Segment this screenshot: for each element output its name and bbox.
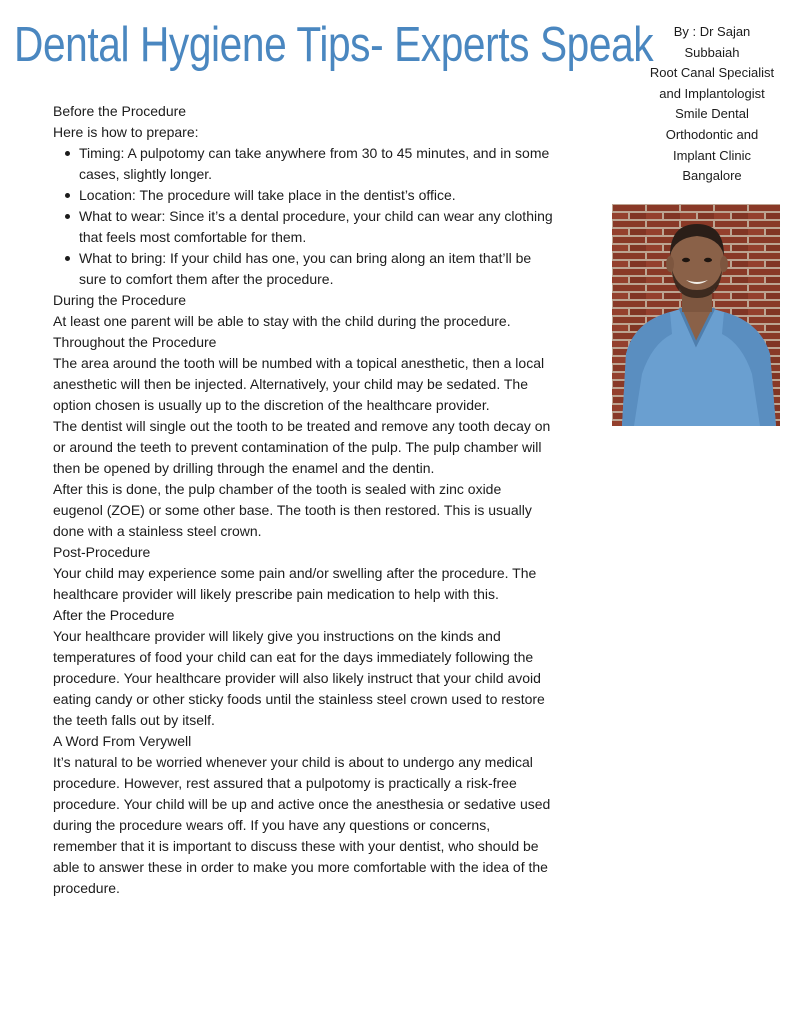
list-item: Timing: A pulpotomy can take anywhere from 30 to 45 minutes, and in some cases, slightly longer. bbox=[79, 143, 553, 185]
section-heading: Throughout the Procedure bbox=[53, 334, 217, 350]
list-item: What to wear: Since it’s a dental procedure, your child can wear any clothing that feels most comfortable for them. bbox=[79, 206, 553, 248]
dentist-portrait-icon bbox=[612, 204, 780, 426]
author-line: Bangalore bbox=[682, 168, 742, 184]
paragraph: Your healthcare provider will likely give you instructions on the kinds and temperatures of food your child can eat for the days immediately following the procedure. Your healthcare provider will also likely instruct that your child avoid eating candy or other sticky foods until the stainless steel crown used to restore the teeth falls out by itself. bbox=[53, 628, 545, 728]
author-line: Root Canal Specialist bbox=[649, 65, 775, 81]
section-heading: A Word From Verywell bbox=[53, 733, 192, 749]
paragraph: At least one parent will be able to stay with the child during the procedure. bbox=[53, 313, 511, 329]
paragraph: Your child may experience some pain and/or swelling after the procedure. The healthcare provider will likely prescribe pain medication to help with this. bbox=[53, 565, 537, 602]
paragraph: The dentist will single out the tooth to be treated and remove any tooth decay on or around the teeth to prevent contamination of the pulp. The pulp chamber will then be opened by drilling through the enamel and the dentin. bbox=[53, 418, 551, 476]
author-line: Smile Dental bbox=[675, 106, 749, 122]
paragraph: Here is how to prepare: bbox=[53, 124, 199, 140]
author-line: By : Dr Sajan bbox=[673, 24, 751, 39]
section-heading: Post-Procedure bbox=[53, 544, 151, 560]
article-body bbox=[53, 101, 553, 899]
section-heading: After the Procedure bbox=[53, 607, 175, 623]
section-heading: Before the Procedure bbox=[53, 103, 187, 119]
list-item: What to bring: If your child has one, you can bring along an item that’ll be sure to comfort them after the procedure. bbox=[79, 248, 553, 290]
dentist-portrait-photo bbox=[612, 204, 780, 426]
preparation-list bbox=[53, 143, 553, 290]
author-line: Subbaiah bbox=[684, 44, 740, 60]
paragraph: It’s natural to be worried whenever your child is about to undergo any medical procedure. However, rest assured that a pulpotomy is practically a risk-free procedure. Your child will be up and active once the anesthesia or sedative used during the procedure wears off. If you have any questions or concerns, remember that it is important to discuss these with your dentist, who should be able to answer these in order to make you more comfortable with the idea of the procedure. bbox=[53, 754, 551, 896]
author-line: Orthodontic and bbox=[665, 126, 759, 142]
section-heading: During the Procedure bbox=[53, 292, 187, 308]
author-line: and Implantologist bbox=[659, 85, 765, 101]
paragraph: After this is done, the pulp chamber of the tooth is sealed with zinc oxide eugenol (ZOE) or some other base. The tooth is then restored. This is usually done with a stainless steel crown. bbox=[53, 481, 532, 539]
author-info bbox=[638, 22, 786, 187]
page-title: Dental Hygiene Tips- Experts Speak bbox=[14, 18, 654, 72]
list-item: Location: The procedure will take place in the dentist’s office. bbox=[79, 185, 553, 206]
author-line: Implant Clinic bbox=[672, 147, 752, 163]
paragraph: The area around the tooth will be numbed with a topical anesthetic, then a local anesthetic will then be injected. Alternatively, your child may be sedated. The option chosen is usually up to the discretion of the healthcare provider. bbox=[53, 355, 545, 413]
